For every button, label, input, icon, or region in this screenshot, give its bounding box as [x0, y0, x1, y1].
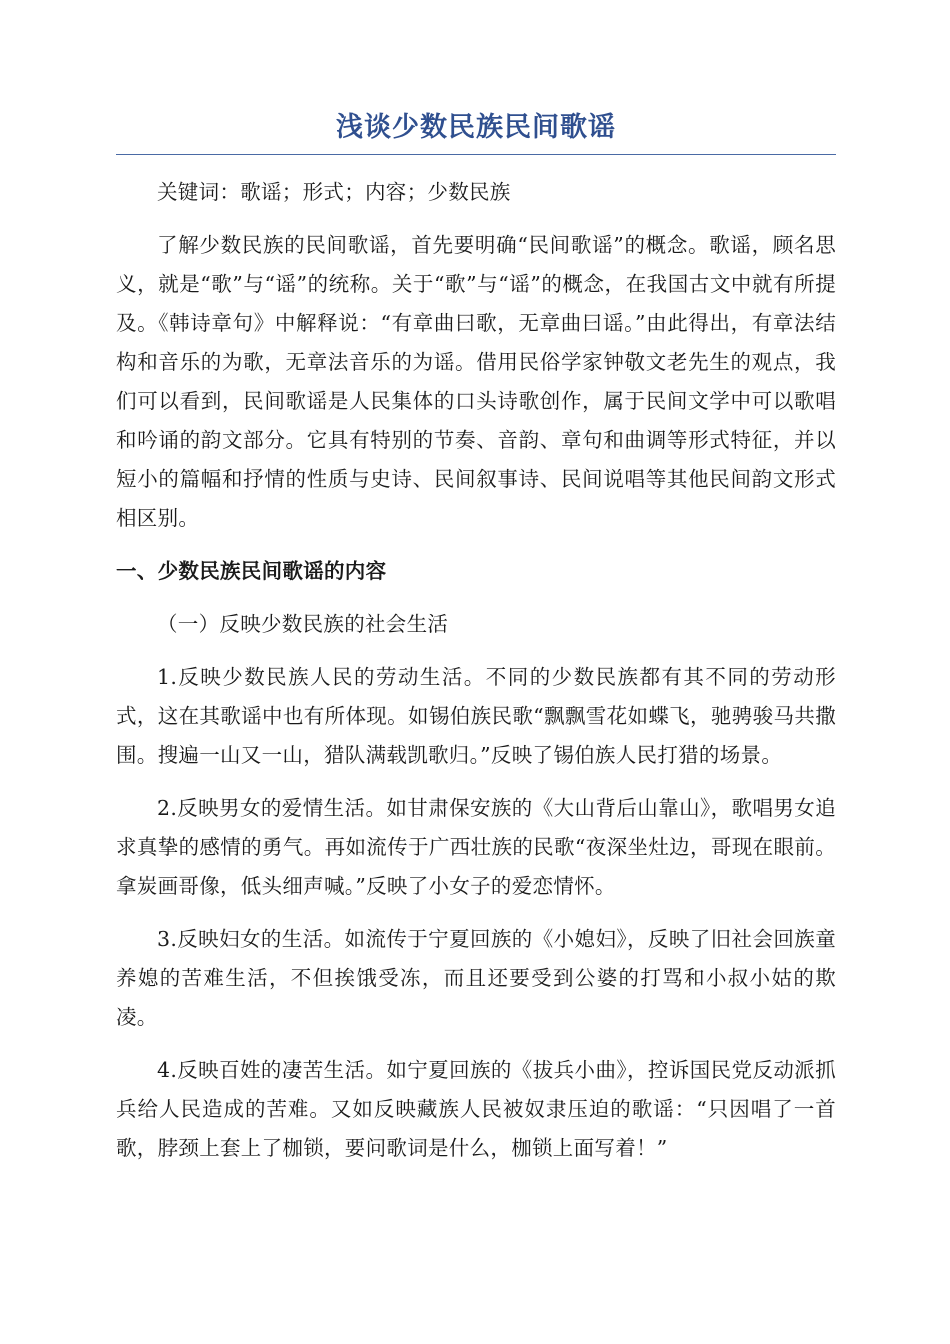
list-item: 1.反映少数民族人民的劳动生活。不同的少数民族都有其不同的劳动形式，这在其歌谣中也有所体现。如锡伯族民歌“飘飘雪花如蝶飞，驰骋骏马共撒围。搜遍一山又一山，猎队满载凯歌归。”反映了锡伯族人民打猎的场景。 — [116, 665, 836, 767]
title-underline — [116, 154, 836, 155]
intro-paragraph: 了解少数民族的民间歌谣，首先要明确“民间歌谣”的概念。歌谣，顾名思义，就是“歌”与“谣”的统称。关于“歌”与“谣”的概念，在我国古文中就有所提及。《韩诗章句》中解释说：“有章曲曰歌，无章曲曰谣。”由此得出，有章法结构和音乐的为歌，无章法音乐的为谣。借用民俗学家钟敬文老先生的观点，我们可以看到，民间歌谣是人民集体的口头诗歌创作，属于民间文学中可以歌唱和吟诵的韵文部分。它具有特别的节奏、音韵、章句和曲调等形式特征，并以短小的篇幅和抒情的性质与史诗、民间叙事诗、民间说唱等其他民间韵文形式相区别。 — [116, 233, 836, 530]
list-item: 4.反映百姓的凄苦生活。如宁夏回族的《拔兵小曲》，控诉国民党反动派抓兵给人民造成的苦难。又如反映藏族人民被奴隶压迫的歌谣：“只因唱了一首歌，脖颈上套上了枷锁，要问歌词是什么，枷锁上面写着！” — [116, 1058, 836, 1160]
keywords-line: 关键词：歌谣；形式；内容；少数民族 — [157, 180, 511, 204]
section-heading: 一、少数民族民间歌谣的内容 — [116, 559, 387, 583]
document-title: 浅谈少数民族民间歌谣 — [336, 112, 616, 143]
document-page — [116, 108, 836, 1182]
subsection-heading: （一）反映少数民族的社会生活 — [157, 612, 449, 636]
list-item: 2.反映男女的爱情生活。如甘肃保安族的《大山背后山靠山》，歌唱男女追求真挚的感情的勇气。再如流传于广西壮族的民歌“夜深坐灶边，哥现在眼前。拿炭画哥像，低头细声喊。”反映了小女子的爱恋情怀。 — [116, 796, 836, 898]
list-item: 3.反映妇女的生活。如流传于宁夏回族的《小媳妇》，反映了旧社会回族童养媳的苦难生活，不但挨饿受冻，而且还要受到公婆的打骂和小叔小姑的欺凌。 — [116, 927, 836, 1029]
